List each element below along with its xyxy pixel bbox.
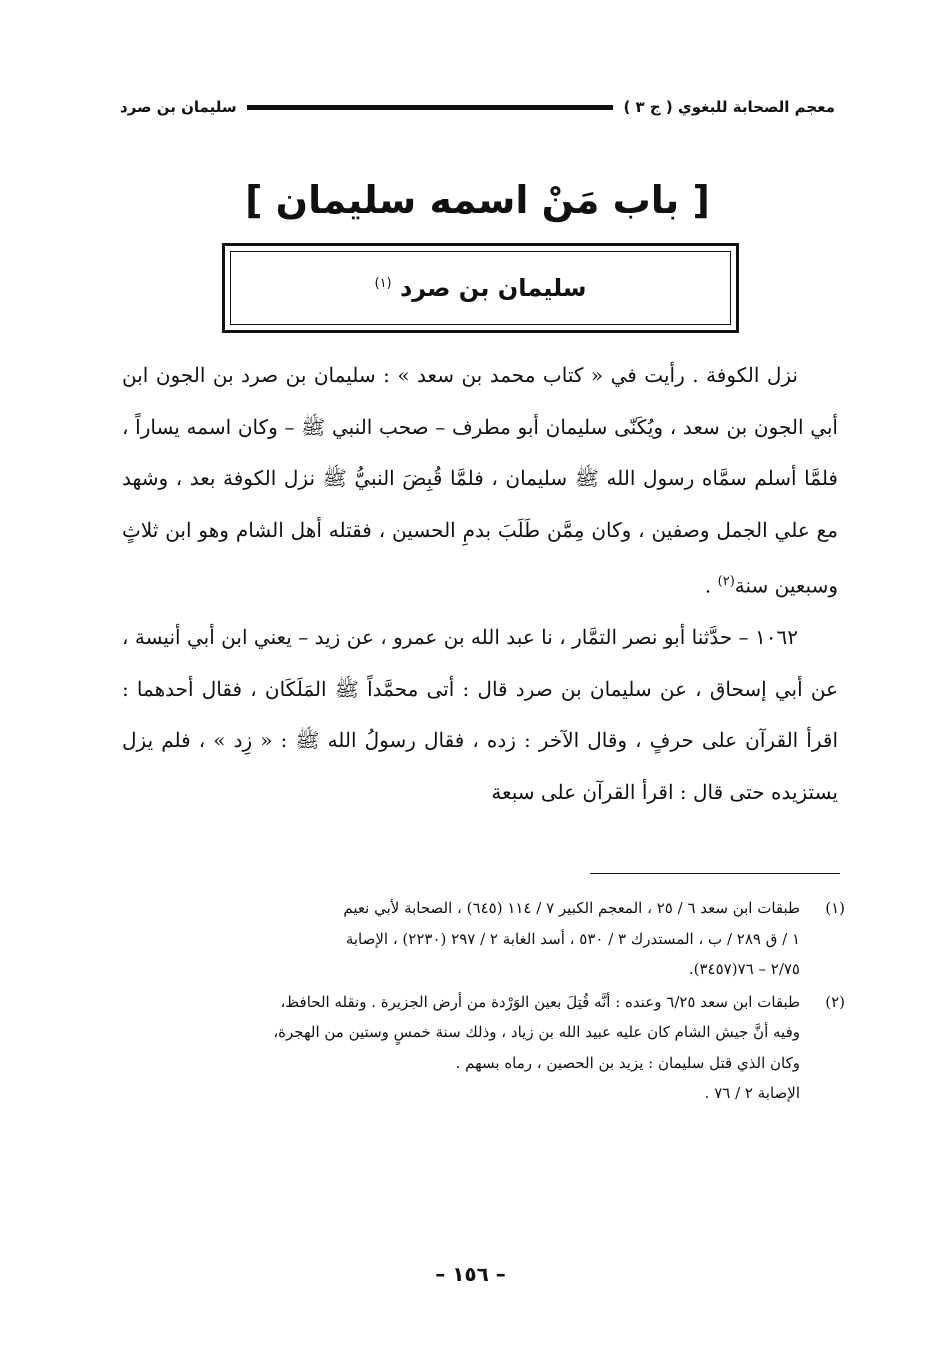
- body-paragraph-2-text: ١٠٦٢ – حدَّثنا أبو نصر التمَّار ، نا عبد الله بن عمرو ، عن زيد – يعني ابن أبي أنيسة ، عن أبي إسحاق ، عن سليمان بن صرد قال : أتى محمَّداً ﷺ المَلَكَان ، فقال أحدهما : اقرأ القرآن على حرفٍ ، وقال الآخر : زده ، فقال رسولُ الله ﷺ : « زِد » ، فلم يزل يستزيده حتى قال : اقرأ القرآن على سبعة: [122, 625, 838, 804]
- body-paragraph-1-text: نزل الكوفة . رأيت في « كتاب محمد بن سعد » : سليمان بن صرد بن الجون ابن أبي الجون بن سعد ، ويُكَنّى سليمان أبو مطرف – صحب النبي ﷺ – وكان اسمه يساراً ، فلمَّا أسلم سمَّاه رسول الله ﷺ سليمان ، فلمَّا قُبِضَ النبيُّ ﷺ نزل الكوفة بعد ، وشهد مع علي الجمل وصفين ، وكان مِمَّن طَلَبَ بدمِ الحسين ، فقتله أهل الشام وهو ابن ثلاثٍ وسبعين سنة: [122, 363, 838, 598]
- footnote-1-line: ١ / ق ٢٨٩ / ب ، المستدرك ٣ / ٥٣٠ ، أسد الغابة ٢ / ٢٩٧ (٢٢٣٠) ، الإصابة: [345, 929, 800, 948]
- footnote-2-text: [120, 987, 800, 1109]
- chapter-title: [ باب مَنْ اسمه سليمان ]: [245, 178, 710, 222]
- entry-heading-note-ref: (١): [374, 276, 392, 291]
- footnote-1-line: ٢/٧٥ – ٧٦(٣٤٥٧).: [688, 960, 800, 978]
- footnote-1-number: (١): [825, 899, 845, 917]
- header-entry-name: سليمان بن صرد: [120, 98, 237, 116]
- header-book-title: معجم الصحابة للبغوي ( ج ٣ ): [623, 98, 835, 116]
- body-text: [122, 350, 838, 818]
- entry-heading-text: سليمان بن صرد: [399, 274, 587, 302]
- body-paragraph-1-note-ref: (٢): [717, 574, 735, 589]
- running-header: [120, 92, 835, 122]
- footnote-1: [120, 893, 845, 985]
- footnote-1-text: [120, 893, 800, 985]
- entry-heading-inner-frame: [230, 251, 731, 325]
- footnotes: [120, 893, 845, 1111]
- footnote-separator: [590, 873, 840, 874]
- footnote-2-number: (٢): [825, 992, 845, 1011]
- footnote-2-line: وكان الذي قتل سليمان : يزيد بن الحصين ، رماه بسهم .: [455, 1053, 800, 1072]
- footnote-2-line: وفيه أنَّ جيش الشام كان عليه عبيد الله بن زياد ، وذلك سنة خمسٍ وستين من الهجرة،: [273, 1023, 800, 1041]
- body-paragraph-2: [122, 612, 838, 818]
- entry-heading: [374, 274, 586, 302]
- entry-heading-box: [222, 243, 739, 333]
- footnote-2: [120, 987, 845, 1109]
- body-paragraph-1-end: .: [704, 573, 718, 598]
- footnote-2-line: طبقات ابن سعد ٦/٢٥ وعنده : أنَّه قُتِلَ بعين الوَرْدة من أرض الجزيرة . ونقله الحافظ،: [280, 992, 800, 1011]
- footnote-2-line: الإصابة ٢ / ٧٦ .: [704, 1084, 800, 1102]
- body-paragraph-1: [122, 350, 838, 612]
- header-rule: [247, 105, 614, 110]
- footnote-1-line: طبقات ابن سعد ٦ / ٢٥ ، المعجم الكبير ٧ / ١١٤ (٦٤٥) ، الصحابة لأبي نعيم: [343, 899, 800, 917]
- page-number: – ١٥٦ –: [435, 1262, 506, 1286]
